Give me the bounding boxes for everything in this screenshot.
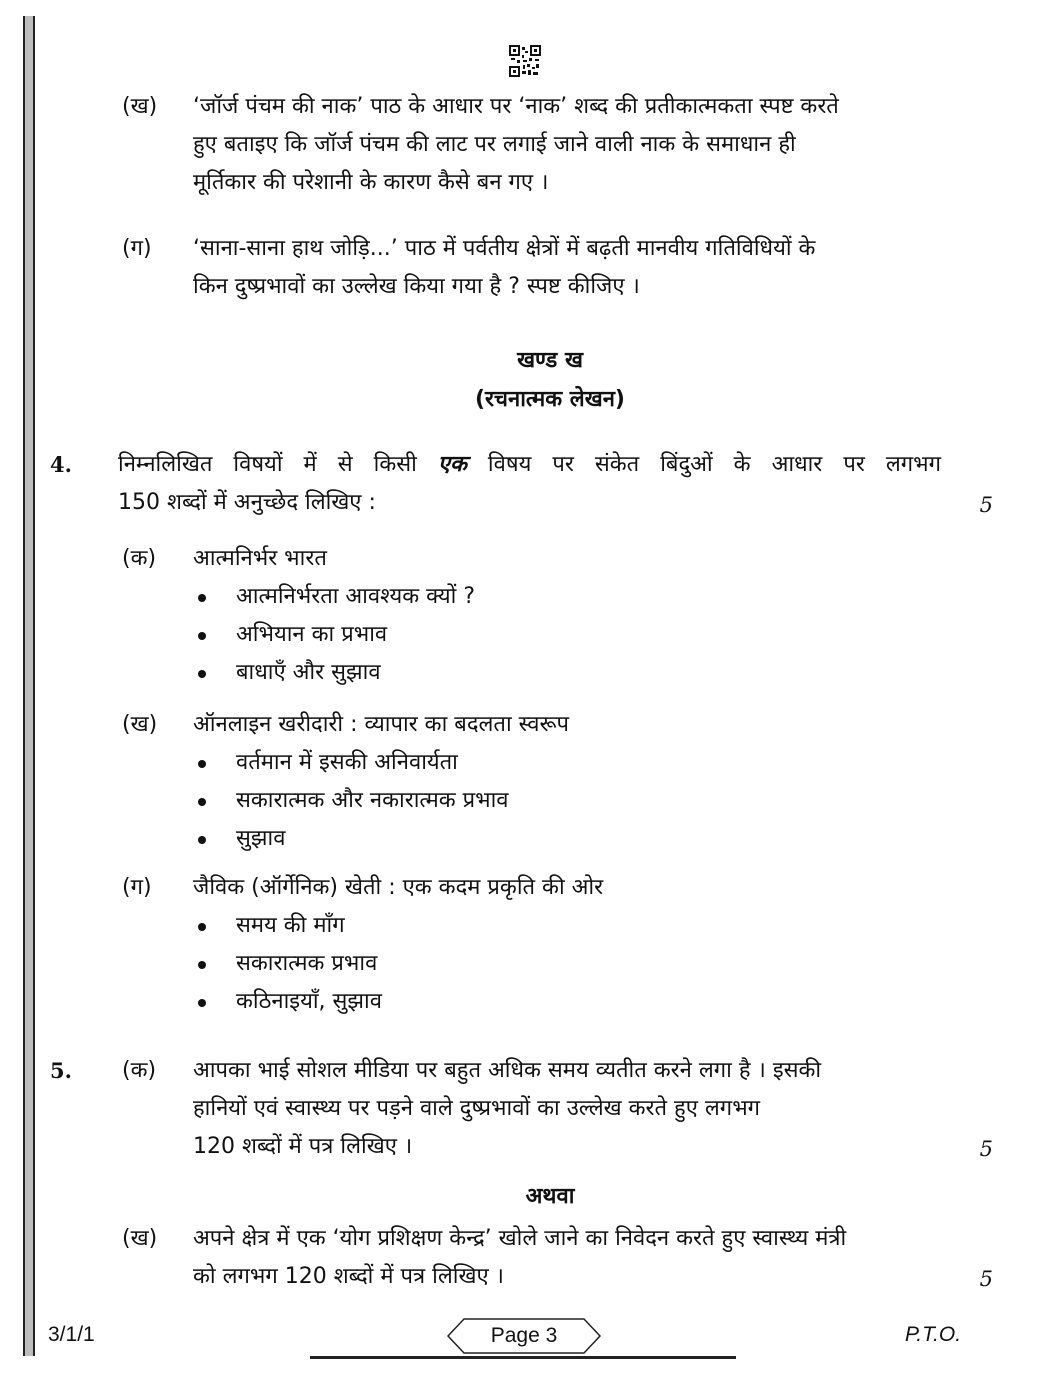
text-line: मूर्तिकार की परेशानी के कारण कैसे बन गए ।: [193, 170, 549, 195]
text-line: हानियों एवं स्वास्थ्य पर पड़ने वाले दुष्प्रभावों का उल्लेख करते हुए लगभग: [193, 1096, 761, 1121]
question-3-kha-text: [193, 88, 941, 202]
marks: 5: [979, 1137, 993, 1161]
question-5-kha-text: [193, 1220, 941, 1296]
sub-question-label: (ख): [122, 1226, 158, 1251]
option-label: (ख): [122, 712, 158, 737]
question-number: 4.: [50, 452, 72, 477]
text-line: ‘साना-साना हाथ जोड़ि...’ पाठ में पर्वतीय क्षेत्रों में बढ़ती मानवीय गतिविधियों के: [193, 236, 816, 261]
text-fragment: विषय पर संकेत बिंदुओं के आधार पर लगभग: [487, 452, 941, 477]
or-separator: अथवा: [525, 1184, 575, 1209]
question-4-text: [118, 446, 941, 522]
bullet-icon: [198, 632, 206, 640]
bullet-icon: [198, 594, 206, 602]
qr-code-icon: [509, 45, 541, 77]
sub-question-label: (ग): [122, 236, 152, 261]
bullet-icon: [198, 961, 206, 969]
section-subtitle: (रचनात्मक लेखन): [474, 387, 625, 412]
question-number: 5.: [50, 1058, 72, 1083]
text-line: अपने क्षेत्र में एक ‘योग प्रशिक्षण केन्द्र’ खोले जाने का निवेदन करते हुए स्वास्थ्य मंत्री: [193, 1226, 847, 1251]
text-fragment: निम्नलिखित विषयों में से किसी: [118, 452, 417, 477]
text-line: [118, 446, 941, 484]
paper-code: 3/1/1: [48, 1323, 95, 1346]
text-line: को लगभग 120 शब्दों में पत्र लिखिए ।: [193, 1264, 504, 1289]
option-label: (क): [122, 546, 157, 571]
bullet-icon: [198, 670, 206, 678]
text-line: हुए बताइए कि जॉर्ज पंचम की लाट पर लगाई जाने वाली नाक के समाधान ही: [193, 132, 796, 157]
sub-question-label: (ख): [122, 94, 158, 119]
bullet-text: कठिनाइयाँ, सुझाव: [236, 989, 382, 1014]
bullet-text: अभियान का प्रभाव: [236, 622, 388, 647]
option-label: (ग): [122, 875, 152, 900]
bullet-text: सकारात्मक और नकारात्मक प्रभाव: [236, 788, 509, 813]
marks: 5: [979, 1267, 993, 1291]
bullet-icon: [198, 798, 206, 806]
emphasis-word: एक: [437, 452, 467, 477]
page-left-border: [23, 16, 35, 1356]
option-title: आत्मनिर्भर भारत: [193, 546, 327, 571]
text-line: 120 शब्दों में पत्र लिखिए ।: [193, 1134, 413, 1159]
question-5-ka-text: [193, 1052, 941, 1166]
marks: 5: [979, 493, 993, 517]
bullet-text: समय की माँग: [236, 913, 345, 938]
text-line: 150 शब्दों में अनुच्छेद लिखिए :: [118, 490, 376, 515]
sub-question-label: (क): [122, 1058, 157, 1083]
bullet-text: सकारात्मक प्रभाव: [236, 951, 378, 976]
bullet-icon: [198, 999, 206, 1007]
please-turn-over: P.T.O.: [905, 1323, 962, 1346]
bullet-icon: [198, 836, 206, 844]
bullet-icon: [198, 923, 206, 931]
page-number-badge: [446, 1318, 602, 1354]
text-line: आपका भाई सोशल मीडिया पर बहुत अधिक समय व्यतीत करने लगा है । इसकी: [193, 1058, 822, 1083]
option-title: जैविक (ऑर्गेनिक) खेती : एक कदम प्रकृति की ओर: [193, 875, 604, 900]
text-line: किन दुष्प्रभावों का उल्लेख किया गया है ? स्पष्ट कीजिए ।: [193, 274, 640, 299]
bullet-text: बाधाएँ और सुझाव: [236, 660, 381, 685]
bullet-text: आत्मनिर्भरता आवश्यक क्यों ?: [236, 584, 476, 609]
page-number: Page 3: [490, 1324, 558, 1347]
text-line: ‘जॉर्ज पंचम की नाक’ पाठ के आधार पर ‘नाक’ शब्द की प्रतीकात्मकता स्पष्ट करते: [193, 94, 839, 119]
bullet-text: सुझाव: [236, 826, 286, 851]
option-title: ऑनलाइन खरीदारी : व्यापार का बदलता स्वरूप: [193, 712, 570, 737]
bullet-icon: [198, 760, 206, 768]
bullet-text: वर्तमान में इसकी अनिवार्यता: [236, 750, 458, 775]
question-3-ga-text: [193, 230, 941, 306]
section-title: खण्ड ख: [517, 348, 583, 373]
footer-rule: [310, 1356, 736, 1359]
